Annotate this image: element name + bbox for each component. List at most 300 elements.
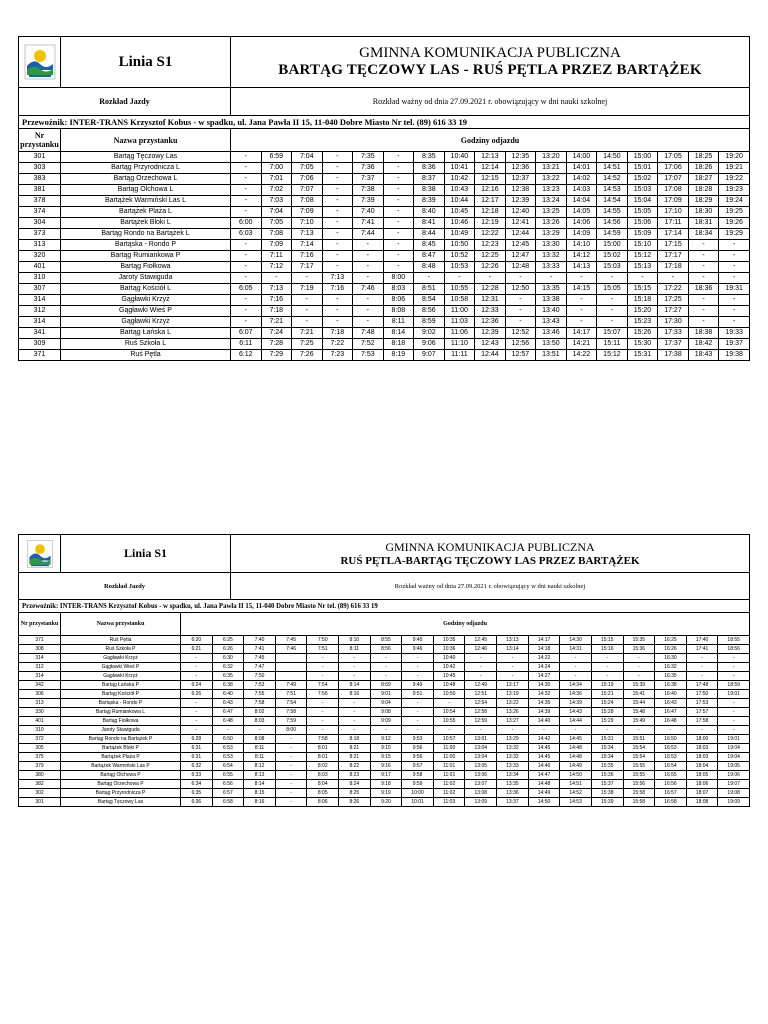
stop-number: 313 [19, 240, 61, 251]
departure-time: 14:04 [566, 196, 597, 207]
timetable-header [18, 534, 750, 572]
table-row [19, 174, 750, 185]
departure-time: - [339, 726, 371, 735]
departure-time: - [261, 273, 292, 284]
departure-time: 8:39 [414, 196, 445, 207]
departure-time: 19:22 [719, 174, 750, 185]
departure-time: 6:30 [212, 654, 244, 663]
departure-time: 15:29 [591, 717, 623, 726]
departure-time: 14:55 [597, 207, 628, 218]
departure-time: - [353, 240, 384, 251]
departure-time: 6:40 [212, 690, 244, 699]
departure-time: 13:32 [536, 251, 567, 262]
stop-number: 314 [19, 672, 61, 681]
departure-time: 7:05 [292, 163, 323, 174]
departure-time: 7:13 [322, 273, 353, 284]
departure-time: 15:54 [623, 753, 655, 762]
departure-time: 6:25 [212, 636, 244, 645]
departure-time: - [718, 708, 750, 717]
departure-time: 10:45 [433, 672, 465, 681]
departure-time: 11:01 [433, 762, 465, 771]
departure-time: 17:22 [658, 284, 689, 295]
stop-name: Bartąg Rondo na Bartążek L [61, 229, 231, 240]
departure-time: 17:33 [658, 328, 689, 339]
departure-time: 14:39 [528, 708, 560, 717]
departure-time: 7:26 [292, 350, 323, 361]
departure-time: 15:05 [597, 284, 628, 295]
departure-time: - [339, 717, 371, 726]
stop-number: 374 [19, 207, 61, 218]
departure-time: 15:31 [591, 735, 623, 744]
stop-name: Bartąska - Rondo P [61, 699, 181, 708]
departure-time: 18:08 [686, 798, 718, 807]
departure-time: 8:11 [383, 317, 414, 328]
departure-time: 15:58 [623, 798, 655, 807]
departure-time: - [686, 726, 718, 735]
departure-time: 7:08 [292, 196, 323, 207]
table-row [19, 771, 750, 780]
departure-time: - [688, 295, 719, 306]
stop-name: Bartąg Tęczowy Las [61, 152, 231, 163]
departure-time: - [402, 726, 434, 735]
departure-time: 13:06 [465, 771, 497, 780]
departure-time: 7:55 [244, 690, 276, 699]
departure-time: - [566, 306, 597, 317]
departure-time: - [597, 317, 628, 328]
line-name: Linia S1 [123, 546, 168, 560]
departure-time: - [719, 317, 750, 328]
departure-time: - [383, 218, 414, 229]
stop-number: 314 [19, 295, 61, 306]
departure-time: - [275, 735, 307, 744]
line-name-cell [61, 535, 231, 572]
departure-time: 7:47 [244, 663, 276, 672]
departure-time: 16:38 [655, 681, 687, 690]
departure-time: 19:29 [719, 229, 750, 240]
departure-time: 12:57 [505, 350, 536, 361]
departure-time: 11:00 [444, 306, 475, 317]
departure-time: 13:37 [497, 798, 529, 807]
departure-time: - [627, 273, 658, 284]
stop-number: 341 [19, 328, 61, 339]
departure-time: 8:03 [244, 717, 276, 726]
route-name: BARTĄG TĘCZOWY LAS - RUŚ PĘTLA PRZEZ BARTĄŻEK [278, 62, 702, 78]
table-row [19, 273, 750, 284]
table-row [19, 196, 750, 207]
departure-time: 9:16 [370, 762, 402, 771]
departure-time: - [322, 163, 353, 174]
stop-name: Bartąg Rumiankowa P [61, 251, 231, 262]
departure-time: 18:30 [688, 207, 719, 218]
departure-time: 15:02 [597, 251, 628, 262]
departure-time: - [505, 317, 536, 328]
table-row [19, 185, 750, 196]
departure-time: 14:50 [528, 798, 560, 807]
departure-time: 8:24 [339, 780, 371, 789]
departure-time: 14:48 [560, 744, 592, 753]
stop-name: Ruś Pętla [61, 636, 181, 645]
departure-time: - [231, 196, 262, 207]
stop-number: 383 [19, 174, 61, 185]
departure-time: - [505, 273, 536, 284]
departure-time: - [718, 663, 750, 672]
departure-time: 19:38 [719, 350, 750, 361]
departure-time: 8:00 [383, 273, 414, 284]
stop-number: 308 [19, 645, 61, 654]
table-row [19, 753, 750, 762]
departure-time: - [307, 663, 339, 672]
departure-time: - [307, 699, 339, 708]
departure-time: - [591, 654, 623, 663]
line-name-cell [61, 37, 231, 87]
departure-time: 9:07 [414, 350, 445, 361]
departure-time: 8:10 [339, 636, 371, 645]
departure-time: 17:53 [686, 699, 718, 708]
departure-time: 16:48 [655, 717, 687, 726]
departure-time: 13:19 [497, 690, 529, 699]
table-row [19, 762, 750, 771]
departure-time: - [383, 174, 414, 185]
departure-time: 7:44 [353, 229, 384, 240]
stop-number: 312 [19, 306, 61, 317]
departure-time: 14:05 [566, 207, 597, 218]
departure-time: 10:41 [444, 163, 475, 174]
departure-time: 16:54 [655, 762, 687, 771]
departure-time: 9:08 [370, 708, 402, 717]
departure-time: 8:12 [244, 762, 276, 771]
departure-time: 6:53 [212, 753, 244, 762]
departure-time: - [339, 672, 371, 681]
departure-time: - [275, 744, 307, 753]
organization-name: GMINNA KOMUNIKACJA PUBLICZNA [359, 45, 621, 61]
departure-time: - [370, 726, 402, 735]
departure-time: 8:36 [414, 163, 445, 174]
departure-time: 15:10 [627, 240, 658, 251]
departure-time: 14:49 [528, 789, 560, 798]
stop-name: Bartąg Orzechowa L [61, 174, 231, 185]
departure-time: 14:17 [566, 328, 597, 339]
departure-time: - [383, 251, 414, 262]
logo-cell [19, 37, 61, 87]
departure-time: 7:22 [322, 339, 353, 350]
departure-time: 17:05 [658, 152, 689, 163]
departure-time: 14:45 [560, 735, 592, 744]
col-name-header: Nazwa przystanku [61, 129, 231, 152]
table-row [19, 284, 750, 295]
departure-time: 15:03 [597, 262, 628, 273]
col-times-header: Godziny odjazdu [181, 613, 750, 636]
departure-time: 14:49 [560, 762, 592, 771]
departure-time: 14:30 [528, 681, 560, 690]
departure-time: 7:08 [261, 229, 292, 240]
col-nr-header: Nr przystanku [19, 129, 61, 152]
departure-time: 15:07 [597, 328, 628, 339]
departure-time: 15:34 [591, 753, 623, 762]
departure-time: 11:03 [444, 317, 475, 328]
stop-number: 301 [19, 798, 61, 807]
departure-time: 10:43 [444, 185, 475, 196]
departure-time: 19:20 [719, 152, 750, 163]
departure-time: 8:05 [307, 789, 339, 798]
departure-time: 13:29 [497, 735, 529, 744]
departure-time: - [688, 262, 719, 273]
departure-time: 19:26 [719, 218, 750, 229]
departure-time: - [322, 317, 353, 328]
departure-time: 17:11 [658, 218, 689, 229]
departure-time: 15:58 [623, 789, 655, 798]
departure-time: 9:15 [370, 744, 402, 753]
stop-name: Bartąg Rondo na Bartążek P [61, 735, 181, 744]
departure-time: 14:42 [528, 735, 560, 744]
departure-time: - [231, 163, 262, 174]
departure-time: 7:25 [292, 339, 323, 350]
departure-time: - [307, 654, 339, 663]
departure-time: 18:26 [688, 163, 719, 174]
stop-number: 312 [19, 663, 61, 672]
departure-time: 8:16 [244, 798, 276, 807]
departure-time: 6:43 [212, 699, 244, 708]
departure-time: 15:41 [623, 690, 655, 699]
stop-name: Bartąg Rumiankowa L [61, 708, 181, 717]
stop-name: Bartąg Orzechowa P [61, 780, 181, 789]
departure-time: - [383, 185, 414, 196]
timetable-1 [18, 36, 750, 361]
departure-time: 17:37 [658, 339, 689, 350]
departure-time: 15:39 [591, 798, 623, 807]
departure-time: - [497, 663, 529, 672]
line-name: Linia S1 [118, 53, 173, 70]
stop-number: 375 [19, 753, 61, 762]
departure-time: 19:24 [719, 196, 750, 207]
departure-time: 15:15 [627, 284, 658, 295]
departure-time: 18:28 [688, 185, 719, 196]
departure-time: 15:15 [591, 636, 623, 645]
departure-time: 12:45 [505, 240, 536, 251]
departure-time: 16:53 [655, 753, 687, 762]
departure-time: 18:07 [686, 789, 718, 798]
departure-time: 6:35 [212, 672, 244, 681]
departure-time: 14:56 [597, 218, 628, 229]
departure-time: 7:07 [292, 185, 323, 196]
departure-time: 7:14 [292, 240, 323, 251]
departure-time: 9:19 [370, 789, 402, 798]
stop-number: 310 [19, 726, 61, 735]
departure-time: - [322, 240, 353, 251]
departure-time: 15:55 [623, 771, 655, 780]
departure-time: 7:09 [261, 240, 292, 251]
departure-time: - [231, 262, 262, 273]
departure-time: 15:00 [627, 152, 658, 163]
departure-time: 9:18 [370, 780, 402, 789]
departure-time: 14:02 [566, 174, 597, 185]
departure-time: - [275, 762, 307, 771]
departure-time: 11:11 [444, 350, 475, 361]
departure-time: 18:42 [688, 339, 719, 350]
departure-time: 13:35 [497, 780, 529, 789]
departure-time: 15:39 [623, 681, 655, 690]
departure-time: 7:58 [307, 735, 339, 744]
table-row [19, 229, 750, 240]
departure-time: 10:35 [433, 636, 465, 645]
departure-time: 15:00 [597, 240, 628, 251]
departure-time: 15:30 [627, 339, 658, 350]
departure-time: 12:56 [505, 339, 536, 350]
departure-time: - [623, 654, 655, 663]
departure-time: - [688, 317, 719, 328]
departure-time: 8:02 [307, 762, 339, 771]
departure-time: - [231, 174, 262, 185]
departure-time: 15:26 [627, 328, 658, 339]
departure-time: 15:28 [591, 708, 623, 717]
departure-time: - [465, 663, 497, 672]
departure-time: 7:50 [244, 672, 276, 681]
departure-time: 13:35 [536, 284, 567, 295]
departure-time: - [275, 753, 307, 762]
departure-time: - [307, 726, 339, 735]
departure-time: 15:31 [627, 350, 658, 361]
stop-name: Bartąg Fiołkowa [61, 717, 181, 726]
departure-time: - [322, 229, 353, 240]
departure-time: 7:53 [244, 681, 276, 690]
table-row [19, 218, 750, 229]
departure-time: 13:09 [465, 798, 497, 807]
departure-time: 7:16 [292, 251, 323, 262]
departure-time: 14:10 [566, 240, 597, 251]
departure-time: 12:54 [465, 699, 497, 708]
stop-number: 313 [19, 699, 61, 708]
departure-time: - [719, 295, 750, 306]
stop-name: Ruś Szkoła P [61, 645, 181, 654]
table-header-row [19, 613, 750, 636]
departure-time: - [591, 663, 623, 672]
departure-time: 13:27 [497, 717, 529, 726]
departure-time: 7:54 [307, 681, 339, 690]
departure-time: - [181, 672, 213, 681]
departure-time: 12:45 [465, 636, 497, 645]
departure-time: 16:57 [655, 789, 687, 798]
stop-name: Ruś Szkoła L [61, 339, 231, 350]
stop-number: 342 [19, 681, 61, 690]
stop-name: Jaroty Stawiguda [61, 726, 181, 735]
departure-time: 10:36 [433, 645, 465, 654]
departure-time: - [475, 273, 506, 284]
departure-time: 14:06 [566, 218, 597, 229]
departure-time: 17:50 [686, 690, 718, 699]
departure-time: - [497, 672, 529, 681]
departure-time: 15:12 [597, 350, 628, 361]
departure-time: 16:55 [655, 771, 687, 780]
departure-time: 12:48 [505, 262, 536, 273]
departure-time: - [292, 295, 323, 306]
departure-time: 14:36 [560, 690, 592, 699]
departure-time: 7:35 [353, 152, 384, 163]
departure-time: 17:07 [658, 174, 689, 185]
departure-time: 14:32 [528, 690, 560, 699]
departure-time: 15:35 [623, 636, 655, 645]
departure-time: 13:46 [536, 328, 567, 339]
departure-time: 9:56 [402, 744, 434, 753]
departure-time: 17:40 [686, 636, 718, 645]
departure-time: 17:57 [686, 708, 718, 717]
departure-time: 13:43 [536, 317, 567, 328]
stop-number: 373 [19, 229, 61, 240]
departure-time: 12:47 [505, 251, 536, 262]
departure-time: 8:35 [414, 152, 445, 163]
departure-time: - [339, 663, 371, 672]
rozklad-label: Rozkład Jazdy [19, 573, 231, 599]
organization-name: GMINNA KOMUNIKACJA PUBLICZNA [385, 540, 595, 554]
departure-time: - [292, 306, 323, 317]
stop-name: Bartąg Olchowa L [61, 185, 231, 196]
validity-note: Rozkład ważny od dnia 27.09.2021 r. obowiązujący w dni nauki szkolnej [372, 97, 608, 106]
timetable-table [18, 128, 750, 361]
departure-time: 8:40 [414, 207, 445, 218]
departure-time: - [560, 726, 592, 735]
stop-name: Gągławki Krzyż [61, 654, 181, 663]
departure-time: 18:59 [718, 681, 750, 690]
departure-time: 8:14 [244, 780, 276, 789]
table-row [19, 717, 750, 726]
departure-time: 14:34 [560, 681, 592, 690]
departure-time: 14:48 [560, 753, 592, 762]
departure-time: 13:07 [465, 780, 497, 789]
departure-time: 12:31 [475, 295, 506, 306]
departure-time: 11:06 [444, 328, 475, 339]
departure-time: 7:02 [261, 185, 292, 196]
departure-time: 6:12 [231, 350, 262, 361]
stop-name: Bartążek Bloki L [61, 218, 231, 229]
departure-time: 11:00 [433, 744, 465, 753]
stop-name: Bartąska - Rondo P [61, 240, 231, 251]
stop-number: 380 [19, 771, 61, 780]
departure-time: - [658, 273, 689, 284]
rozklad-label: Rozkład Jazdy [19, 88, 231, 115]
departure-time: 17:08 [658, 185, 689, 196]
table-body [19, 152, 750, 361]
departure-time: 9:12 [370, 735, 402, 744]
departure-time: 14:47 [528, 771, 560, 780]
departure-time: 7:16 [261, 295, 292, 306]
table-row [19, 789, 750, 798]
departure-time: 16:25 [655, 636, 687, 645]
departure-time: 10:54 [433, 708, 465, 717]
municipality-logo-icon [24, 44, 56, 80]
stop-name: Bartąg Kościół P [61, 690, 181, 699]
departure-time: 14:03 [566, 185, 597, 196]
departure-time: 9:15 [370, 753, 402, 762]
departure-time: 14:35 [528, 699, 560, 708]
departure-time: - [597, 295, 628, 306]
departure-time: - [444, 273, 475, 284]
departure-time: 10:52 [444, 251, 475, 262]
stop-name: Bartąg Przyrodnicza P [61, 789, 181, 798]
departure-time: 13:26 [497, 708, 529, 717]
departure-time: 12:37 [505, 174, 536, 185]
departure-time: 7:41 [353, 218, 384, 229]
departure-time: - [718, 654, 750, 663]
departure-time: - [402, 708, 434, 717]
table-row [19, 163, 750, 174]
departure-time: 17:15 [658, 240, 689, 251]
departure-time: - [370, 654, 402, 663]
departure-time: 12:58 [465, 708, 497, 717]
departure-time: 16:47 [655, 708, 687, 717]
departure-time: 10:55 [444, 284, 475, 295]
departure-time: 15:54 [623, 744, 655, 753]
departure-time: 15:02 [627, 174, 658, 185]
departure-time: - [433, 699, 465, 708]
departure-time: 10:01 [402, 798, 434, 807]
